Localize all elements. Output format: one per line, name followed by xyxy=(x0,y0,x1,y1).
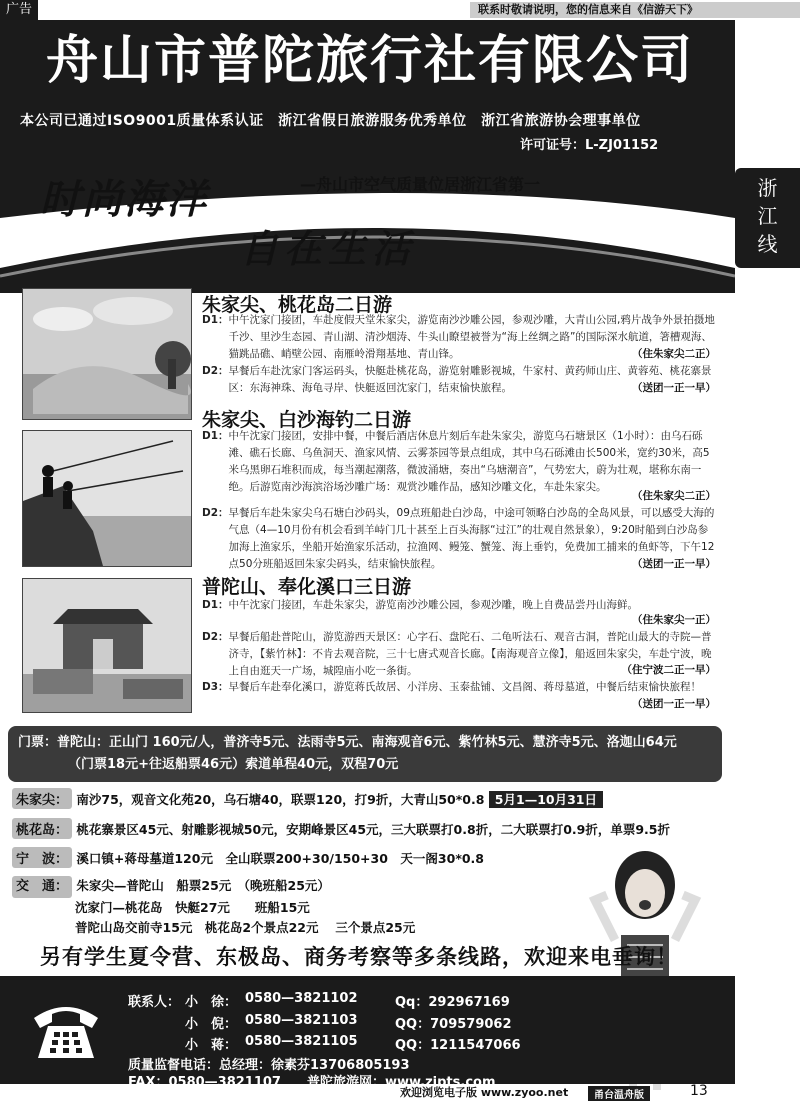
tour-day xyxy=(202,679,716,696)
day-text: 早餐后车赴奉化溪口，游览蒋氏故居、小洋房、玉泰盐铺、文昌阁、蒋母墓道，中餐后结束愉快旅程！ xyxy=(228,681,702,693)
price-label: 桃花岛： xyxy=(12,818,72,839)
price-text: 桃花寨景区45元、射雕影视城50元，安期峰景区45元，三大联票打0.8折，二大联票打0.9折，单票9.5折 xyxy=(76,822,670,837)
ticket-line xyxy=(18,732,712,754)
tour-day xyxy=(202,428,716,496)
price-row xyxy=(12,788,722,809)
day-text: 早餐后船赴普陀山，游览游西天景区：心字石、盘陀石、二龟听法石、观音古洞，普陀山最大的寺院—普济寺，【紫竹林】：不肯去观音院，三十七唐式观音长廊。【南海观音立像】，船返回朱家尖，车赴宁波，晚上自由逛天一广场，城隍庙小吃一条街。 xyxy=(228,631,712,677)
contact-qq: QQ：1211547066 xyxy=(395,1038,521,1053)
traffic-line: 普陀山岛交前寺15元 桃花岛2个景点22元 三个景点25元 xyxy=(75,920,416,935)
fax-and-website: FAX：0580—3821107 普陀旅游网：www.zjpts.com xyxy=(128,1075,496,1090)
edition-badge: 甬台温舟版 xyxy=(588,1086,650,1101)
certifications: 本公司已通过ISO9001质量体系认证 浙江省假日旅游服务优秀单位 浙江省旅游协会理事单位 xyxy=(20,113,641,129)
day-tag: （送团一正一早） xyxy=(632,558,716,570)
day-label: D3： xyxy=(202,681,229,693)
sand-sculpture-photo xyxy=(22,288,192,420)
ticket-line: （门票18元+往返船票46元）索道单程40元，双程70元 xyxy=(68,757,399,772)
route-tab-char: 线 xyxy=(757,232,778,256)
tour-title: 朱家尖、桃花岛二日游 xyxy=(202,294,393,316)
day-label: D1： xyxy=(202,314,229,326)
route-tab-char: 浙 xyxy=(757,176,778,200)
contact-row xyxy=(185,991,585,1010)
day-label: D2： xyxy=(202,365,229,377)
ticket-price-bar xyxy=(8,726,722,782)
day-text: 中午沈家门接团，车赴朱家尖，游览南沙沙雕公园，参观沙雕，晚上自费品尝丹山海鲜。 xyxy=(228,599,639,611)
contact-row xyxy=(185,1034,585,1053)
contact-name: 小 倪： xyxy=(185,1017,238,1032)
route-tab-char: 江 xyxy=(757,204,778,228)
contact-row xyxy=(185,1013,585,1032)
contact-qq: Qq：292967169 xyxy=(395,995,510,1010)
contact-name: 小 蒋： xyxy=(185,1038,238,1053)
day-label: D1： xyxy=(202,599,229,611)
notice-text: 联系时敬请说明，您的信息来自《信游天下》 xyxy=(470,2,800,18)
day-tag: （住朱家尖二正） xyxy=(632,348,716,360)
day-tag: （住朱家尖二正） xyxy=(632,490,716,502)
price-label: 朱家尖： xyxy=(12,788,72,809)
day-text: 早餐后车赴沈家门客运码头，快艇赴桃花岛，游览射雕影视城，牛家村、黄药师山庄、黄蓉苑、桃花寨景区：东海神珠、海龟寻岸、快艇返回沈家门，结束愉快旅程。 xyxy=(228,365,712,394)
page-number: 13 xyxy=(690,1083,708,1099)
web-edition-note: 欢迎浏览电子版 www.zyoo.net xyxy=(400,1086,569,1099)
temple-gate-photo xyxy=(22,578,192,713)
contact-name: 小 徐： xyxy=(185,995,238,1010)
contact-phone: 0580—3821103 xyxy=(245,1013,358,1028)
price-text: 南沙75，观音文化苑20，乌石塘40，联票120，打9折，大青山50*0.8 xyxy=(76,792,485,807)
contact-phone: 0580—3821102 xyxy=(245,991,358,1006)
tour-title: 朱家尖、白沙海钓二日游 xyxy=(202,409,412,431)
company-name: 舟山市普陀旅行社有限公司 xyxy=(45,30,694,91)
day-tag: （住宁波二正一早） xyxy=(621,664,716,676)
season-badge: 5月1—10月31日 xyxy=(489,791,603,808)
ticket-text: 普陀山：正山门 160元/人，普济寺5元、法雨寺5元、南海观音6元、紫竹林5元、慧济寺5元、洛迦山64元 xyxy=(57,735,677,750)
day-label: D1： xyxy=(202,430,229,442)
contact-label: 联系人： xyxy=(128,995,181,1010)
day-tag: （住朱家尖一正） xyxy=(632,614,716,626)
day-label: D2： xyxy=(202,631,229,643)
price-text: 溪口镇+蒋母墓道120元 全山联票200+30/150+30 天一阁30*0.8 xyxy=(76,851,485,866)
traffic-block xyxy=(12,876,532,938)
sea-fishing-photo xyxy=(22,430,192,567)
quality-hotline: 质量监督电话：总经理：徐素芬13706805193 xyxy=(128,1058,410,1073)
contact-qq: QQ：709579062 xyxy=(395,1017,512,1032)
route-tab xyxy=(735,168,800,268)
slogan-subtitle: —舟山市空气质量位居浙江省第一 xyxy=(300,175,541,194)
traffic-line: 朱家尖—普陀山 船票25元 （晚班船25元） xyxy=(76,878,330,893)
day-text: 中午沈家门接团，安排中餐，中餐后酒店休息片刻后车赴朱家尖，游览乌石塘景区（1小时）：由乌石砾滩、礁石长廊、乌鱼洞天、渔家风情、云雾茶园等景点组成，其中乌石砾滩由长500米，宽约30米，高5米乌黑卵石堆积而成，每当潮起潮落，微波涌塘，奏出“乌塘潮音”，气势宏大，蔚为壮观，堪称东南一绝。后游览南沙海滨浴场沙雕广场：观赏沙雕作品，感知沙雕文化，车赴朱家尖。 xyxy=(228,430,710,493)
day-label: D2： xyxy=(202,507,229,519)
telephone-icon xyxy=(30,1000,102,1062)
ad-label: 广告 xyxy=(0,0,38,20)
license-number: 许可证号：L-ZJ01152 xyxy=(520,138,659,153)
day-tag: （送团一正一早） xyxy=(632,698,716,710)
traffic-line: 沈家门—桃花岛 快艇27元 班船15元 xyxy=(75,900,310,915)
slogan-line2: 自在生活 xyxy=(240,226,417,271)
day-tag: （送团一正一早） xyxy=(632,382,716,394)
price-label: 宁 波： xyxy=(12,847,72,868)
day-text: 中午沈家门接团，车赴度假天堂朱家尖，游览南沙沙雕公园，参观沙雕，大青山公园,鸦片战争外景拍摄地千沙、里沙生态园、青山湖、清沙烟涛、牛头山瞭望被誉为“海上丝绸之路”的国际深水航道，箸槽观海、猫跳品礁、峭壁公园、南雁岭滑翔基地、青山锋。 xyxy=(228,314,715,360)
tour-title: 普陀山、奉化溪口三日游 xyxy=(202,576,412,598)
traffic-label: 交 通： xyxy=(12,876,72,898)
price-row xyxy=(12,818,722,839)
day-text: 早餐后车赴朱家尖乌石塘白沙码头，09点班船赴白沙岛，中途可领略白沙岛的全岛风景，可以感受大海的气息（4—10月份有机会看到羊峙门几十甚至上百头海豚“过江”的壮观自然景象），9:20时船到白沙岛参加海上渔家乐，坐船开始渔家乐活动，拉渔网、鳗笼、蟹笼、海上垂钓，免费加工捕来的鱼虾等，下午12点50分班船返回朱家尖码头，结束愉快旅程。 xyxy=(228,507,715,570)
contact-phone: 0580—3821105 xyxy=(245,1034,358,1049)
ticket-label: 门票： xyxy=(18,735,58,750)
slogan-line1: 时尚海洋 xyxy=(40,176,208,223)
more-routes-banner: 另有学生夏令营、东极岛、商务考察等多条线路，欢迎来电垂询！ xyxy=(40,945,678,969)
